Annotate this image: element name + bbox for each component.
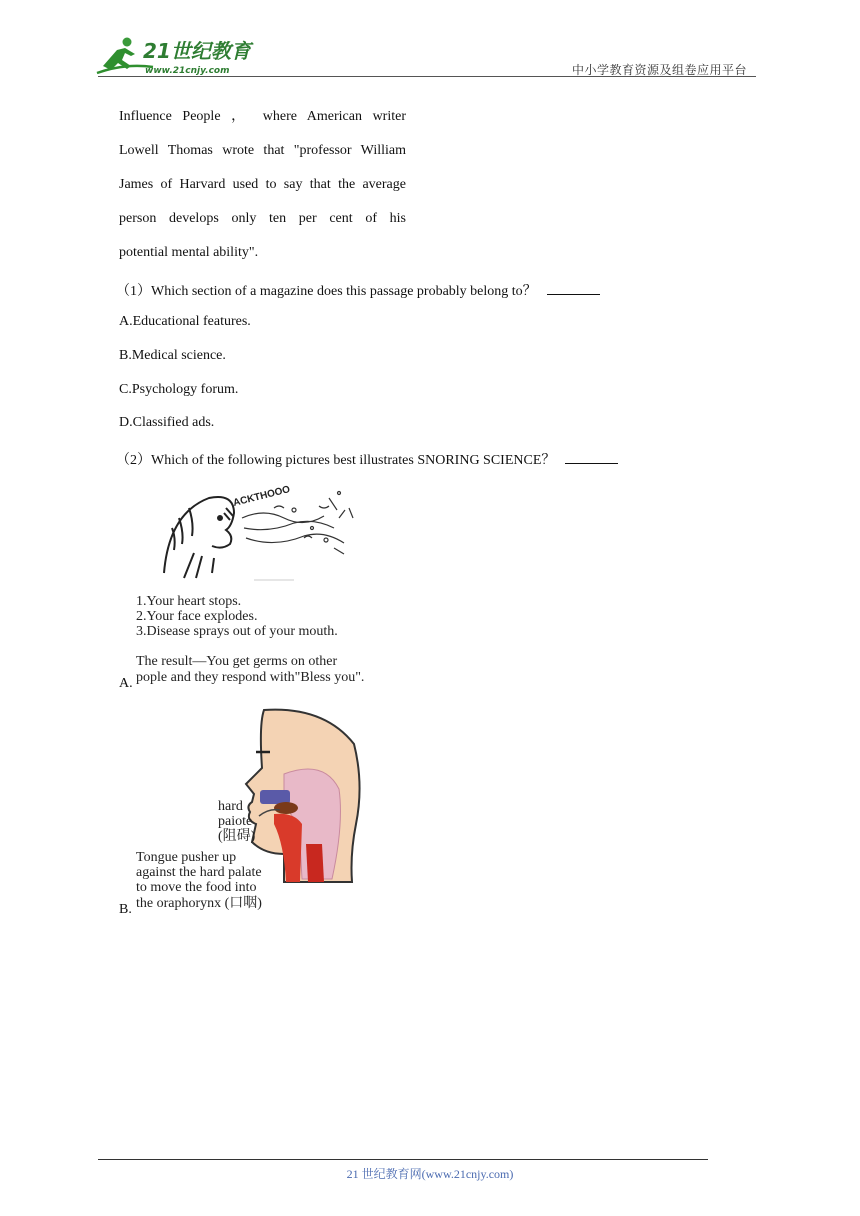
picture-a bbox=[134, 478, 406, 695]
picture-a-label: A. bbox=[119, 676, 133, 691]
q1-option-c: C.Psychology forum. bbox=[119, 382, 239, 397]
picture-b-line: Tongue pusher up bbox=[136, 850, 237, 865]
picture-a-line: The result—You get germs on other bbox=[136, 654, 338, 669]
question-1 bbox=[116, 280, 600, 300]
picture-b-line: against the hard palate bbox=[136, 865, 262, 880]
passage-line: Influence People ， where American writer bbox=[119, 109, 406, 124]
question-2-text: （2）Which of the following pictures best illustrates SNORING SCIENCE？ bbox=[116, 453, 556, 468]
answer-blank-1[interactable] bbox=[547, 282, 600, 295]
header-divider bbox=[98, 76, 756, 77]
picture-b-label: B. bbox=[119, 902, 132, 917]
passage bbox=[119, 100, 406, 270]
picture-a-line: 2.Your face explodes. bbox=[136, 609, 258, 624]
picture-b-line: (阻碍) bbox=[218, 829, 256, 844]
picture-a-line: 3.Disease sprays out of your mouth. bbox=[136, 624, 338, 639]
picture-b bbox=[134, 704, 364, 921]
picture-b-line: hard bbox=[218, 799, 243, 814]
footer-link[interactable] bbox=[0, 1165, 860, 1182]
answer-blank-2[interactable] bbox=[565, 451, 618, 464]
picture-b-line: paiote bbox=[218, 814, 253, 829]
q1-option-d: D.Classified ads. bbox=[119, 415, 215, 430]
picture-b-line: the oraphorynx (口咽) bbox=[136, 896, 262, 911]
footer-divider bbox=[98, 1159, 708, 1160]
logo-text: 21世纪教育 bbox=[143, 39, 251, 63]
passage-line: person develops only ten per cent of his bbox=[119, 211, 406, 226]
footer-text[interactable]: 21 世纪教育网(www.21cnjy.com) bbox=[346, 1167, 514, 1181]
passage-line: potential mental ability". bbox=[119, 245, 259, 260]
site-logo bbox=[95, 36, 260, 78]
picture-b-line: to move the food into bbox=[136, 880, 257, 895]
logo-url: www.21cnjy.com bbox=[145, 66, 230, 76]
picture-a-line: pople and they respond with"Bless you". bbox=[136, 670, 365, 685]
question-2 bbox=[116, 449, 618, 469]
passage-line: Lowell Thomas wrote that "professor William bbox=[119, 143, 406, 158]
q1-option-a: A.Educational features. bbox=[119, 314, 251, 329]
sneezing-figure-drawing bbox=[164, 497, 234, 578]
picture-a-line: 1.Your heart stops. bbox=[136, 594, 242, 609]
q1-option-b: B.Medical science. bbox=[119, 348, 226, 363]
header-platform-text: 中小学教育资源及组卷应用平台 bbox=[572, 63, 748, 77]
question-1-text: （1）Which section of a magazine does this passage probably belong to？ bbox=[116, 284, 537, 299]
passage-line: James of Harvard used to say that the average bbox=[119, 177, 406, 192]
sneeze-sound-text: ACKTHOOO bbox=[232, 484, 292, 509]
head-anatomy-drawing bbox=[246, 710, 360, 882]
